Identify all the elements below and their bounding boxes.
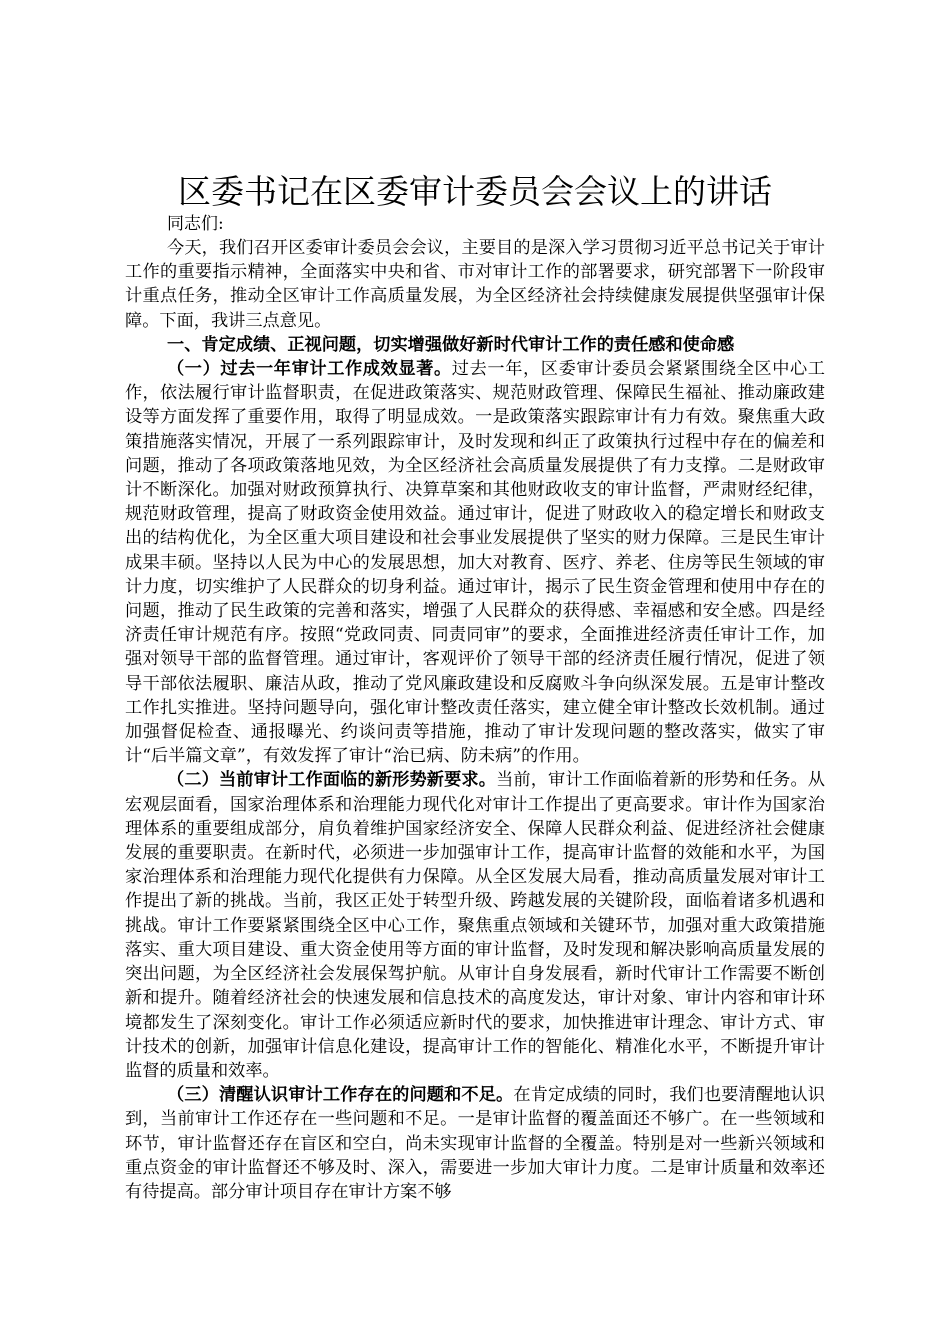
subsection-2-heading: （二）当前审计工作面临的新形势新要求。 (167, 770, 497, 791)
subsection-1-body: 过去一年，区委审计委员会紧紧围绕全区中心工作，依法履行审计监督职责，在促进政策落实、规范财政管理、保障民生福祉、推动廉政建设等方面发挥了重要作用，取得了明显成效。一是政策落实跟踪审计有力有效。聚焦重大政策措施落实情况，开展了一系列跟踪审计，及时发现和纠正了政策执行过程中存在的偏差和问题，推动了各项政策落地见效，为全区经济社会高质量发展提供了有力支撑。二是财政审计不断深化。加强对财政预算执行、决算草案和其他财政收支的审计监督，严肃财经纪律，规范财政管理，提高了财政资金使用效益。通过审计，促进了财政收入的稳定增长和财政支出的结构优化，为全区重大项目建设和社会事业发展提供了坚实的财力保障。三是民生审计成果丰硕。坚持以人民为中心的发展思想，加大对教育、医疗、养老、住房等民生领域的审计力度，切实维护了人民群众的切身利益。通过审计，揭示了民生资金管理和使用中存在的问题，推动了民生政策的完善和落实，增强了人民群众的获得感、幸福感和安全感。四是经济责任审计规范有序。按照“党政同责、同责同审”的要求，全面推进经济责任审计工作，加强对领导干部的监督管理。通过审计，客观评价了领导干部的经济责任履行情况，促进了领导干部依法履职、廉洁从政，推动了党风廉政建设和反腐败斗争向纵深发展。五是审计整改工作扎实推进。坚持问题导向，强化审计整改责任落实，建立健全审计整改长效机制。通过加强督促检查、通报曝光、约谈问责等措施，推动了审计发现问题的整改落实，做实了审计“后半篇文章”，有效发挥了审计“治已病、防未病”的作用。 (125, 359, 825, 767)
subsection-3-body: 在肯定成绩的同时，我们也要清醒地认识到，当前审计工作还存在一些问题和不足。一是审计监督的覆盖面还不够广。在一些领域和环节，审计监督还存在盲区和空白，尚未实现审计监督的全覆盖。特别是对一些新兴领域和重点资金的审计监督还不够及时、深入，需要进一步加大审计力度。二是审计质量和效率还有待提高。部分审计项目存在审计方案不够 (125, 1085, 825, 1202)
subsection-1-paragraph (125, 357, 825, 768)
document-title: 区委书记在区委审计委员会会议上的讲话 (178, 172, 772, 211)
greeting: 同志们: (167, 214, 224, 234)
subsection-2-body: 当前，审计工作面临着新的形势和任务。从宏观层面看，国家治理体系和治理能力现代化对审计工作提出了更高要求。审计作为国家治理体系的重要组成部分，肩负着维护国家经济安全、保障人民群众利益、促进经济社会健康发展的重要职责。在新时代，必须进一步加强审计工作，提高审计监督的效能和水平，为国家治理体系和治理能力现代化提供有力保障。从全区发展大局看，推动高质量发展对审计工作提出了新的挑战。当前，我区正处于转型升级、跨越发展的关键阶段，面临着诸多机遇和挑战。审计工作要紧紧围绕全区中心工作，聚焦重点领域和关键环节，加强对重大政策措施落实、重大项目建设、重大资金使用等方面的审计监督，及时发现和解决影响高质量发展的突出问题，为全区经济社会发展保驾护航。从审计自身发展看，新时代审计工作需要不断创新和提升。随着经济社会的快速发展和信息技术的高度发达，审计对象、审计内容和审计环境都发生了深刻变化。审计工作必须适应新时代的要求，加快推进审计理念、审计方式、审计技术的创新，加强审计信息化建设，提高审计工作的智能化、精准化水平，不断提升审计监督的质量和效率。 (125, 770, 825, 1081)
subsection-3-paragraph (125, 1083, 825, 1204)
subsection-1-heading: （一）过去一年审计工作成效显著。 (167, 359, 452, 380)
section-heading-1: 一、肯定成绩、正视问题，切实增强做好新时代审计工作的责任感和使命感 (167, 334, 735, 355)
subsection-2-paragraph (125, 768, 825, 1083)
document-body (125, 172, 825, 1204)
subsection-3-heading: （三）清醒认识审计工作存在的问题和不足。 (167, 1085, 514, 1106)
intro-paragraph: 今天，我们召开区委审计委员会会议，主要目的是深入学习贯彻习近平总书记关于审计工作的重要指示精神，全面落实中央和省、市对审计工作的部署要求，研究部署下一阶段审计重点任务，推动全区审计工作高质量发展，为全区经济社会持续健康发展提供坚强审计保障。下面，我讲三点意见。 (125, 238, 825, 331)
